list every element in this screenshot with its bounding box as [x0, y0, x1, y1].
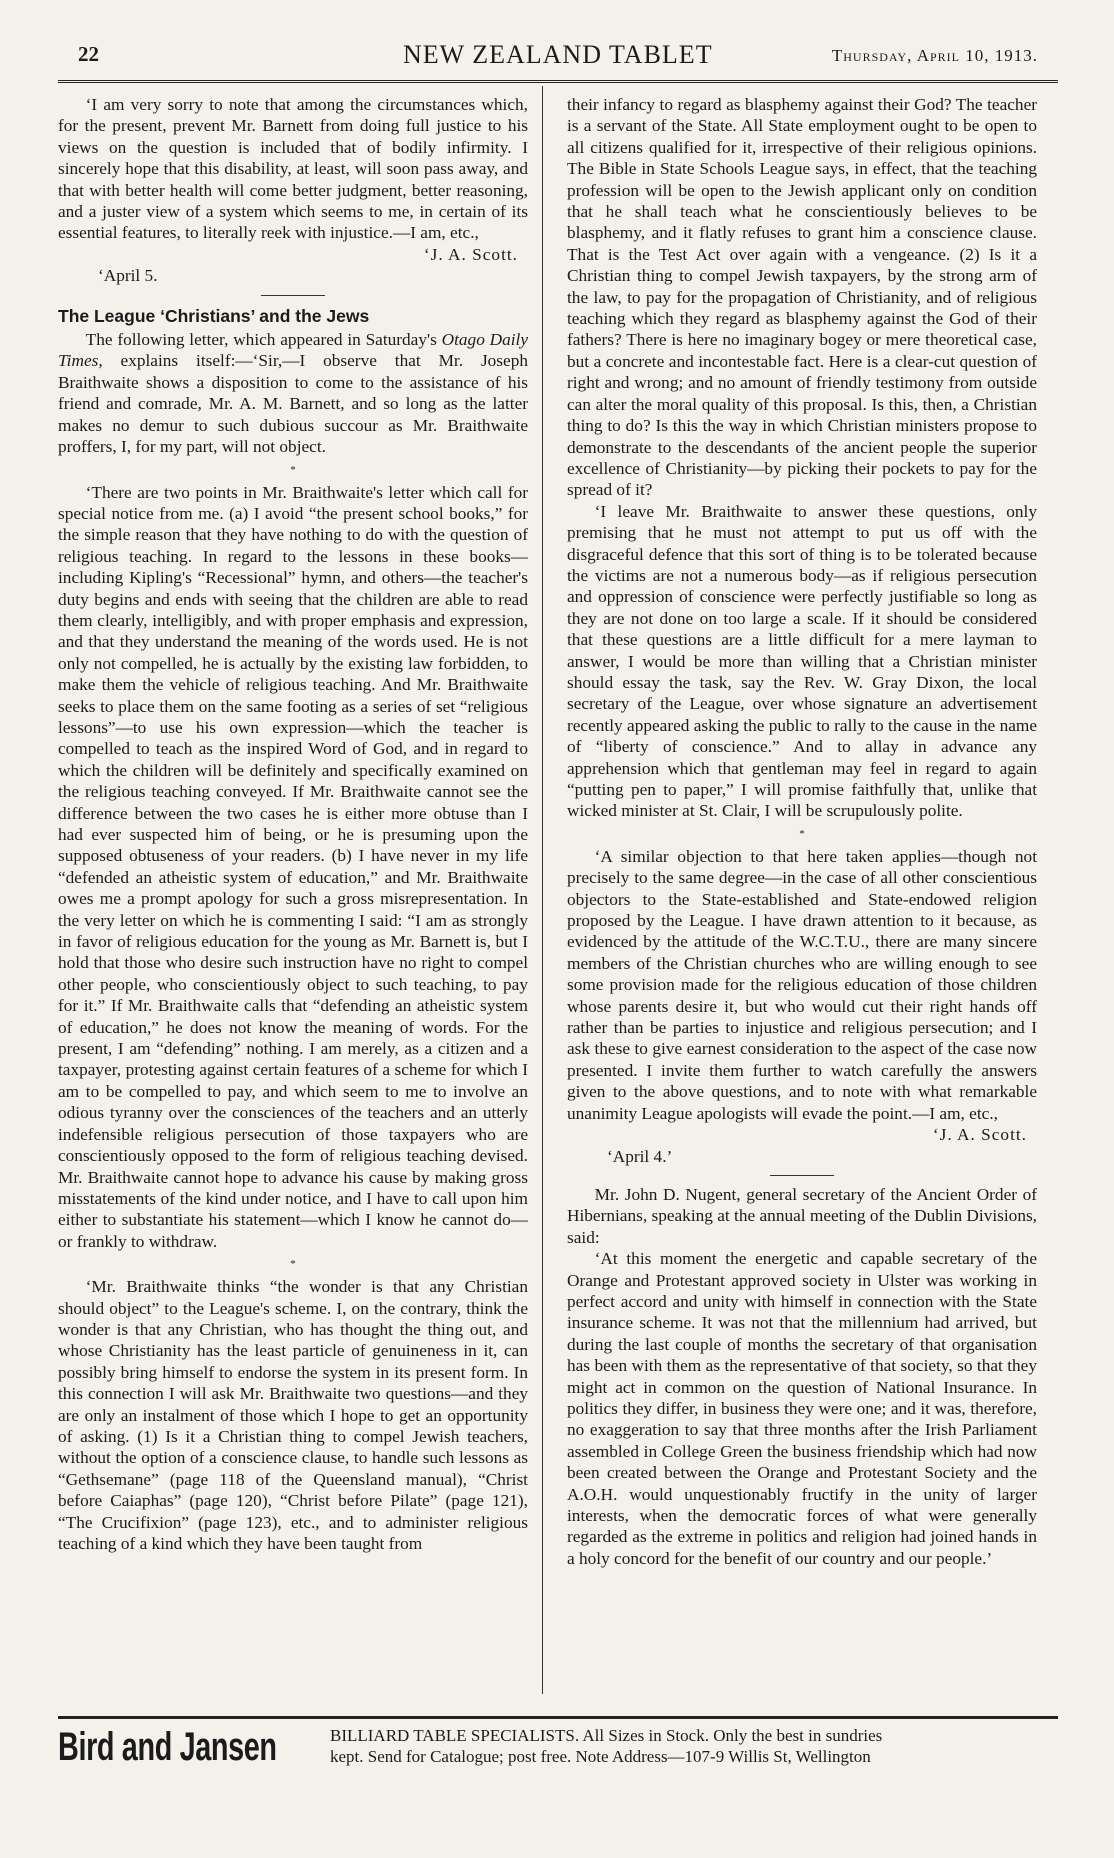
- left-column: [58, 94, 528, 1694]
- advertisement-text: BILLIARD TABLE SPECIALISTS. All Sizes in Stock. Only the best in sundries kept. Send for Catalogue; post free. Note Address—107-9 Willis St, Wellington: [330, 1726, 883, 1766]
- divider: [770, 1175, 834, 1176]
- letter-closing-paragraph: ‘I am very sorry to note that among the circumstances which, for the present, prevent Mr. Barnett from doing full justice to his views on the question is included that of bodily infirmity. I sincerely hope that this disability, at least, will soon pass away, and that with better health will come better judgment, better reasoning, and a juster view of a system which seems to me, in certain of its essential features, to literally reek with injustice.—I am, etc.,: [58, 95, 528, 243]
- page-number: 22: [78, 42, 99, 66]
- body-paragraph: ‘I leave Mr. Braithwaite to answer these questions, only premising that he must not attempt to put us off with the disgraceful defence that this sort of thing is to be tolerated because the victims are not a numerous body—as if religious persecution and oppression of conscience were perfectly justifiable so long as they are not done on too large a scale. If it should be considered that these questions are a little difficult for a mere layman to answer, I would be more than willing that a Christian minister should essay the task, say the Rev. W. Gray Dixon, the local secretary of the League, over whose signature an advertisement recently appeared asking the public to rally to the cause in the name of “liberty of conscience.” And to allay in advance any apprehension which that gentleman may feel in regard to again “putting pen to paper,” I will promise faithfully that, unlike that wicked minister at St. Clair, I will be scrupulously polite.: [567, 501, 1037, 821]
- right-column: [567, 94, 1037, 1694]
- article-intro: The following letter, which appeared in Saturday's Otago Daily Times, explains itself:—‘Sir,—I observe that Mr. Joseph Braithwaite shows a disposition to come to the assistance of his friend and comrade, Mr. A. M. Barnett, and so long as the latter makes no demur to such dubious succour as Mr. Braithwaite proffers, I, for my part, will not object.: [58, 330, 528, 457]
- masthead-title: NEW ZEALAND TABLET: [403, 40, 713, 69]
- body-paragraph: ‘There are two points in Mr. Braithwaite's letter which call for special notice from me. (a) I avoid “the present school books,” for the simple reason that they have nothing to do with the question of religious teaching. In regard to the lessons in these books—including Kipling's “Recessional” hymn, and others—the teacher's duty begins and ends with seeing that the children are able to read them clearly, intelligibly, and with proper emphasis and expression, and that they understand the meaning of the words used. He is not only not compelled, he is actually by the existing law forbidden, to make them the vehicle of religious teaching. And Mr. Braithwaite seeks to place them on the same footing as a series of set “religious lessons”—to use his own expression—which the teacher is compelled to teach as the inspired Word of God, and in regard to which the children will be definitely and specifically examined on the religious teaching conveyed. If Mr. Braithwaite cannot see the difference between the two cases he is either more obtuse than I had ever suspected him of being, or he is presuming upon the supposed obtuseness of your readers. (b) I have never in my life “defended an atheistic system of education,” and Mr. Braithwaite owes me a prompt apology for such a gross misrepresentation. In the very letter on which he is commenting I said: “I am as strongly in favor of religious education for the young as Mr. Barnett is, but I hold that those who desire such instruction have no right to compel other people, who conscientiously object to such teaching, to pay for it.” If Mr. Braithwaite calls that “defending an atheistic system of education,” he does not know the meaning of words. For the present, I am “defending” nothing. I am merely, as a citizen and a taxpayer, protesting against certain features of a scheme for which I am to be compelled to pay, and which seem to me to involve an odious tyranny over the consciences of the teachers and an utterly indefensible religious persecution of those taxpayers who are conscientiously opposed to the form of religious teaching devised. Mr. Braithwaite cannot hope to advance his cause by making gross misstatements of the kind under notice, and I have to call upon him either to substantiate his statement—which I know he cannot do—or frankly to withdraw.: [58, 482, 528, 1251]
- page-header: [58, 40, 1058, 83]
- divider: [261, 295, 325, 296]
- section-asterisk: *: [290, 463, 296, 476]
- advertisement: [58, 1716, 1058, 1779]
- body-paragraph: ‘A similar objection to that here taken applies—though not precisely to the same degree—in the case of all other conscientious objectors to the State-established and State-endowed religion proposed by the League. I have drawn attention to it because, as evidenced by the attitude of the W.C.T.U., there are many sincere members of the Christian churches who are willing enough to see some provision made for the religious education of those children whose parents desire it, but who would cut their right hands off rather than be parties to injustice and religious persecution; and I ask these to give earnest consideration to the aspect of the case now presented. I invite them further to watch carefully the answers given to the above questions, and to note with what remarkable unanimity League apologists will evade the point.—I am, etc.,: [567, 846, 1037, 1123]
- signature: ‘J. A. Scott.: [932, 1125, 1027, 1145]
- body-paragraph: Mr. John D. Nugent, general secretary of the Ancient Order of Hibernians, speaking at the annual meeting of the Dublin Divisions, said:: [567, 1184, 1037, 1247]
- body-paragraph: ‘At this moment the energetic and capable secretary of the Orange and Protestant approved society in Ulster was working in perfect accord and unity with himself in connection with the State insurance scheme. It was not that the millennium had arrived, but during the last couple of months the secretary of that organisation has been with them as the representative of that society, so that they might act in common on the question of National Insurance. In politics they differ, in business they were one; and it was, therefore, no exaggeration to say that three months after the Irish Parliament assembled in College Green the business friendship which had now been created between the Orange and Protestant Society and the A.O.H. would unquestionably fructify in the unity of larger interests, when the democratic forces of what were generally regarded as the extreme in politics and religion had joined hands in a holy concord for the benefit of our country and our people.’: [567, 1249, 1037, 1568]
- section-asterisk: *: [799, 827, 805, 840]
- letter-date: ‘April 5.: [98, 266, 158, 286]
- issue-date: Thursday, April 10, 1913.: [831, 46, 1038, 65]
- article-heading: The League ‘Christians’ and the Jews: [58, 305, 370, 326]
- section-asterisk: *: [290, 1258, 296, 1271]
- newspaper-name: Otago Daily Times,: [58, 330, 528, 371]
- letter-date: ‘April 4.’: [607, 1146, 673, 1166]
- column-divider: [542, 86, 543, 1694]
- signature: ‘J. A. Scott.: [423, 244, 518, 264]
- body-paragraph: their infancy to regard as blasphemy against their God? The teacher is a servant of the State. All State employment ought to be open to all citizens qualified for it, irrespective of their religious opinions. The Bible in State Schools League says, in effect, that the teaching profession will be open to the Jewish applicant only on condition that he shall teach what he conscientiously believes to be blasphemy, and it flatly refuses to grant him a conscience clause. That is the Test Act over again with a vengeance. (2) Is it a Christian thing to compel Jewish taxpayers, by the strong arm of the law, to pay for the propagation of Christianity, and of religious teaching which they regard as blasphemy against the God of their fathers? There is here no imaginary bogey or mere theoretical case, but a concrete and incontestable fact. Here is a clear-cut question of right and wrong; and no amount of friendly testimony from outside can alter the moral quality of this proposal. Is this, then, a Christian thing to do? Is this the way in which Christian ministers propose to demonstrate to the descendants of the ancient people the superior excellence of Christianity—by picking their pockets to pay for the spread of it?: [567, 95, 1037, 500]
- advertiser-name: Bird and Jansen: [58, 1725, 277, 1769]
- body-paragraph: ‘Mr. Braithwaite thinks “the wonder is that any Christian should object” to the League's scheme. I, on the contrary, think the wonder is that any Christian, who has thought the thing out, and whose Christianity has the least particle of genuineness in it, can possibly bring himself to endorse the system in its present form. In this connection I will ask Mr. Braithwaite two questions—and they are only an instalment of those which I hope to get an opportunity of asking. (1) Is it a Christian thing to compel Jewish teachers, without the option of a conscience clause, to handle such lessons as “Gethsemane” (page 118 of the Queensland manual), “Christ before Caiaphas” (page 120), “Christ before Pilate” (page 121), “The Crucifixion” (page 123), etc., and to administer religious teaching of a kind which they have been taught from: [58, 1277, 528, 1553]
